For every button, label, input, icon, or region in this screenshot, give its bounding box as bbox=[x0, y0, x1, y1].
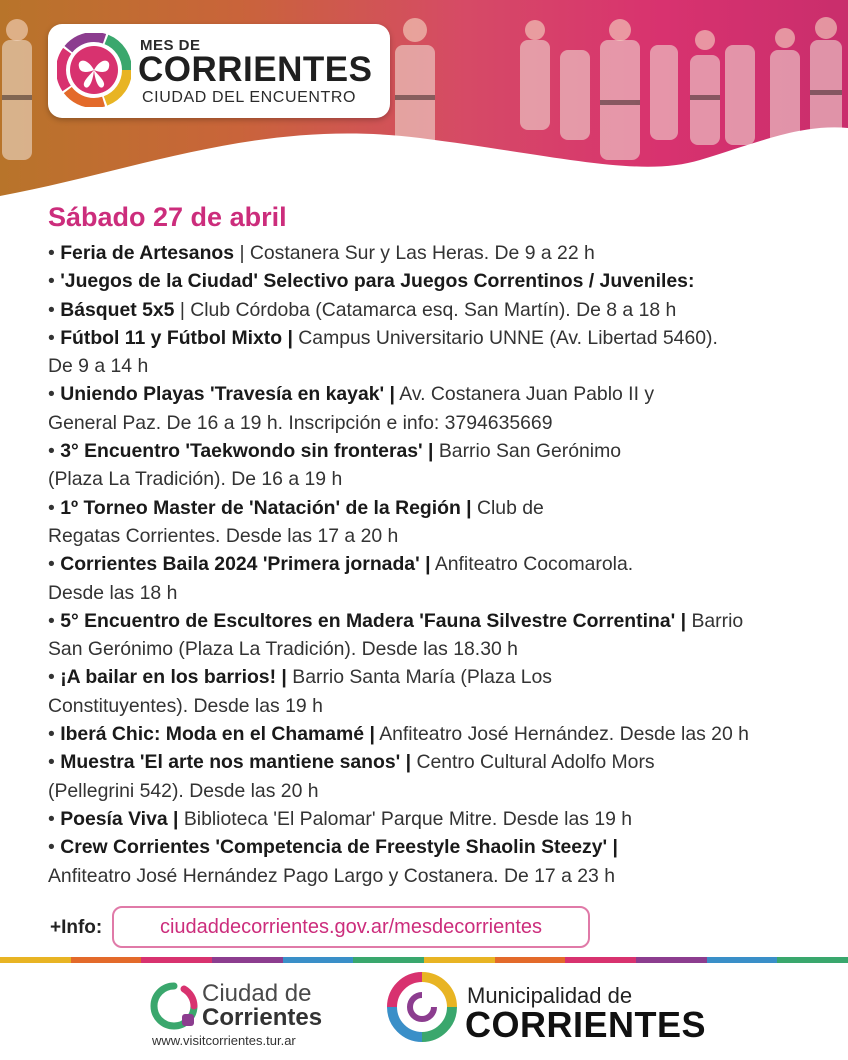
logo-line-mes-de: MES DE bbox=[140, 37, 201, 54]
event-detail-continued: De 9 a 14 h bbox=[48, 355, 149, 378]
event-detail: Biblioteca 'El Palomar' Parque Mitre. Desde las 19 h bbox=[183, 807, 633, 830]
ciudad-logo-line2: Corrientes bbox=[202, 1004, 323, 1031]
event-separator: | bbox=[174, 298, 191, 321]
stripe-segment bbox=[283, 957, 354, 963]
event-bullet: • bbox=[48, 270, 61, 293]
event-bullet: • bbox=[48, 666, 61, 689]
date-heading: Sábado 27 de abril bbox=[48, 202, 287, 232]
stripe-segment bbox=[71, 957, 142, 963]
event-bullet: • bbox=[48, 298, 61, 321]
event-item bbox=[48, 494, 848, 551]
logo-line-ciudad-del-encuentro: CIUDAD DEL ENCUENTRO bbox=[142, 89, 357, 106]
event-name: Iberá Chic: Moda en el Chamamé | bbox=[60, 723, 375, 746]
event-name: ¡A bailar en los barrios! | bbox=[60, 666, 287, 689]
event-item bbox=[48, 437, 848, 494]
stripe-segment bbox=[141, 957, 212, 963]
event-bullet: • bbox=[48, 440, 61, 463]
event-item bbox=[48, 663, 848, 720]
stripe-segment bbox=[495, 957, 566, 963]
event-name: 1º Torneo Master de 'Natación' de la Región | bbox=[60, 496, 472, 519]
event-detail: Av. Costanera Juan Pablo II y bbox=[399, 383, 655, 406]
ciudad-de-corrientes-logo-icon bbox=[150, 982, 198, 1030]
event-item bbox=[48, 748, 848, 805]
event-name: 5° Encuentro de Escultores en Madera 'Fauna Silvestre Correntina' | bbox=[60, 609, 687, 632]
butterfly-logo-icon bbox=[57, 33, 131, 107]
event-name: Fútbol 11 y Fútbol Mixto | bbox=[60, 326, 293, 349]
municipalidad-logo-line2: CORRIENTES bbox=[465, 1004, 707, 1045]
event-name: Básquet 5x5 bbox=[60, 298, 175, 321]
event-detail-continued: General Paz. De 16 a 19 h. Inscripción e info: 3794635669 bbox=[48, 411, 553, 434]
event-detail-continued: (Plaza La Tradición). De 16 a 19 h bbox=[48, 468, 343, 491]
event-bullet: • bbox=[48, 496, 61, 519]
logo-line-corrientes: CORRIENTES bbox=[138, 50, 373, 89]
event-detail: Barrio San Gerónimo bbox=[438, 440, 622, 463]
event-name: 3° Encuentro 'Taekwondo sin fronteras' | bbox=[60, 440, 434, 463]
municipalidad-logo-icon bbox=[387, 972, 457, 1042]
event-detail-continued: Regatas Corrientes. Desde las 17 a 20 h bbox=[48, 524, 399, 547]
event-name: Feria de Artesanos bbox=[60, 242, 235, 264]
stripe-segment bbox=[353, 957, 424, 963]
event-item bbox=[48, 805, 848, 833]
event-detail: Campus Universitario UNNE (Av. Libertad 5460). bbox=[298, 326, 718, 349]
event-bullet: • bbox=[48, 383, 61, 406]
event-list bbox=[48, 239, 848, 890]
event-bullet: • bbox=[48, 553, 61, 576]
event-bullet: • bbox=[48, 807, 61, 830]
event-detail-continued: Desde las 18 h bbox=[48, 581, 178, 604]
stripe-segment bbox=[424, 957, 495, 963]
event-item bbox=[48, 267, 848, 295]
event-detail-continued: San Gerónimo (Plaza La Tradición). Desde las 18.30 h bbox=[48, 638, 518, 661]
event-separator: | bbox=[234, 242, 250, 264]
event-detail: Barrio Santa María (Plaza Los bbox=[292, 666, 553, 689]
event-bullet: • bbox=[48, 836, 61, 859]
event-detail-continued: Constituyentes). Desde las 19 h bbox=[48, 694, 323, 717]
stripe-segment bbox=[565, 957, 636, 963]
event-item bbox=[48, 607, 848, 664]
event-detail: Club de bbox=[477, 496, 544, 519]
event-item bbox=[48, 380, 848, 437]
event-name: Uniendo Playas 'Travesía en kayak' | bbox=[60, 383, 395, 406]
stripe-segment bbox=[0, 957, 71, 963]
municipalidad-logo-line1: Municipalidad de bbox=[467, 983, 633, 1008]
event-bullet: • bbox=[48, 326, 61, 349]
event-detail: Costanera Sur y Las Heras. De 9 a 22 h bbox=[249, 242, 595, 264]
event-name: Corrientes Baila 2024 'Primera jornada' | bbox=[60, 553, 431, 576]
event-bullet: • bbox=[48, 242, 61, 264]
event-detail: Centro Cultural Adolfo Mors bbox=[416, 751, 655, 774]
event-name: Poesía Viva | bbox=[60, 807, 179, 830]
event-detail: Anfiteatro José Hernández. Desde las 20 h bbox=[379, 723, 749, 746]
event-detail: Anfiteatro Cocomarola. bbox=[434, 553, 634, 576]
stripe-segment bbox=[636, 957, 707, 963]
visit-corrientes-url[interactable]: www.visitcorrientes.tur.ar bbox=[152, 1033, 296, 1048]
event-detail: Barrio bbox=[691, 609, 744, 632]
event-item bbox=[48, 239, 848, 267]
event-name: Muestra 'El arte nos mantiene sanos' | bbox=[60, 751, 412, 774]
event-bullet: • bbox=[48, 609, 61, 632]
hero-banner bbox=[0, 0, 848, 215]
event-detail-continued: (Pellegrini 542). Desde las 20 h bbox=[48, 779, 319, 802]
event-bullet: • bbox=[48, 723, 61, 746]
ciudad-logo-line1: Ciudad de bbox=[202, 980, 312, 1007]
info-label: +Info: bbox=[50, 917, 103, 938]
stripe-segment bbox=[707, 957, 778, 963]
stripe-segment bbox=[777, 957, 848, 963]
event-name: Crew Corrientes 'Competencia de Freestyle Shaolin Steezy' | bbox=[60, 836, 618, 859]
event-item bbox=[48, 324, 848, 381]
event-item bbox=[48, 720, 848, 748]
event-name: 'Juegos de la Ciudad' Selectivo para Juegos Correntinos / Juveniles: bbox=[60, 270, 695, 293]
info-url-link[interactable]: ciudaddecorrientes.gov.ar/mesdecorrientes bbox=[112, 906, 590, 948]
event-item bbox=[48, 833, 848, 890]
mes-de-corrientes-logo bbox=[48, 24, 390, 118]
stripe-segment bbox=[212, 957, 283, 963]
event-detail: Club Córdoba (Catamarca esq. San Martín). De 8 a 18 h bbox=[190, 298, 677, 321]
event-detail-continued: Anfiteatro José Hernández Pago Largo y Costanera. De 17 a 23 h bbox=[48, 864, 615, 887]
event-item bbox=[48, 296, 848, 324]
event-bullet: • bbox=[48, 751, 61, 774]
color-stripe bbox=[0, 957, 848, 963]
event-item bbox=[48, 550, 848, 607]
